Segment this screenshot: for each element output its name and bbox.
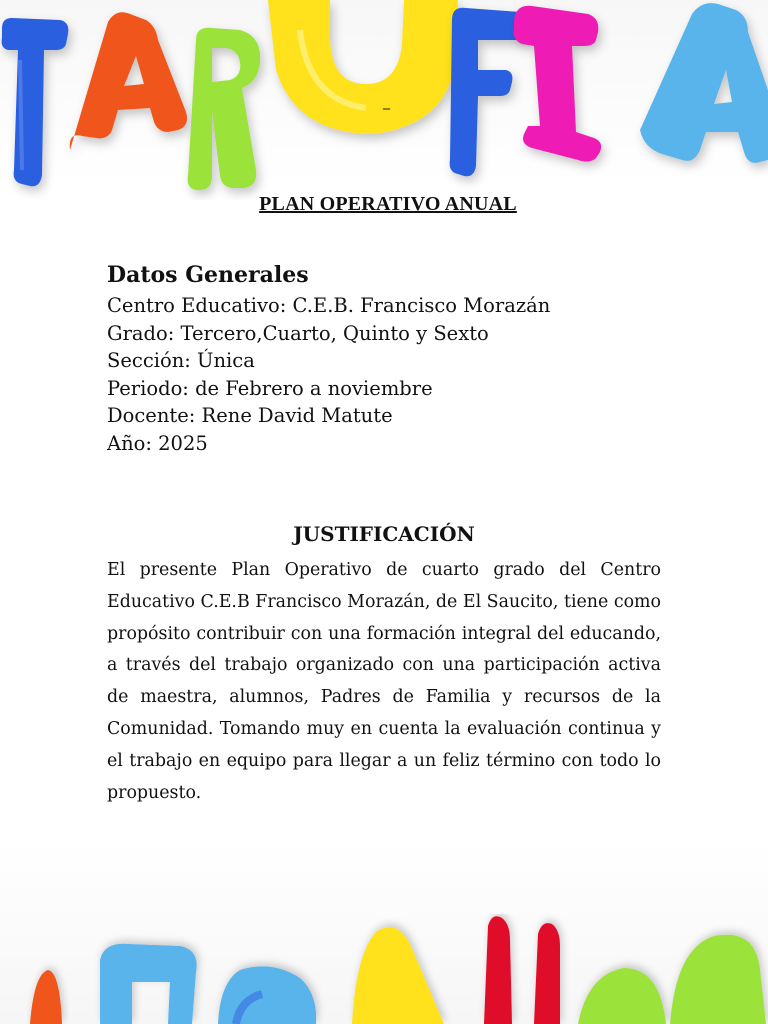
justificacion-paragraph: El presente Plan Operativo de cuarto grado del Centro Educativo C.E.B Francisco Morazán, de El Saucito, tiene como propósito contribuir con una formación integral del educando, a través del trabajo organizado con una participación activa de maestra, alumnos, Padres de Familia y recursos de la Comunidad. Tomando muy en cuenta la evaluación continua y el trabajo en equipo para llegar a un feliz término con todo lo propuesto. <box>107 560 661 803</box>
shape-orange-bottom <box>30 970 62 1024</box>
justificacion-heading: JUSTIFICACIÓN <box>293 522 475 546</box>
info-docente: Docente: Rene David Matute <box>107 404 393 427</box>
letter-t-blue <box>2 18 69 186</box>
info-seccion: Sección: Única <box>107 349 255 372</box>
shape-lightblue-u <box>100 944 197 1024</box>
shape-red-i <box>484 916 560 1024</box>
decorative-letters-bottom <box>0 914 768 1024</box>
letter-a-lightblue <box>640 3 768 163</box>
header-dash: _ <box>383 94 390 110</box>
page-title: PLAN OPERATIVO ANUAL <box>259 193 517 215</box>
letter-r-green <box>188 28 260 190</box>
letter-a-orange <box>70 12 187 150</box>
letter-u-yellow <box>268 0 458 134</box>
shape-lightblue-2 <box>218 966 316 1024</box>
info-centro-educativo: Centro Educativo: C.E.B. Francisco Morazán <box>107 294 551 317</box>
datos-generales-list <box>107 292 550 457</box>
info-grado: Grado: Tercero,Cuarto, Quinto y Sexto <box>107 321 489 345</box>
shape-yellow-a <box>352 927 444 1024</box>
datos-generales-heading: Datos Generales <box>107 262 309 288</box>
letter-i-magenta <box>514 6 601 162</box>
info-anio: Año: 2025 <box>107 431 208 455</box>
info-periodo: Periodo: de Febrero a noviembre <box>107 376 433 400</box>
shape-green-right <box>578 935 766 1024</box>
